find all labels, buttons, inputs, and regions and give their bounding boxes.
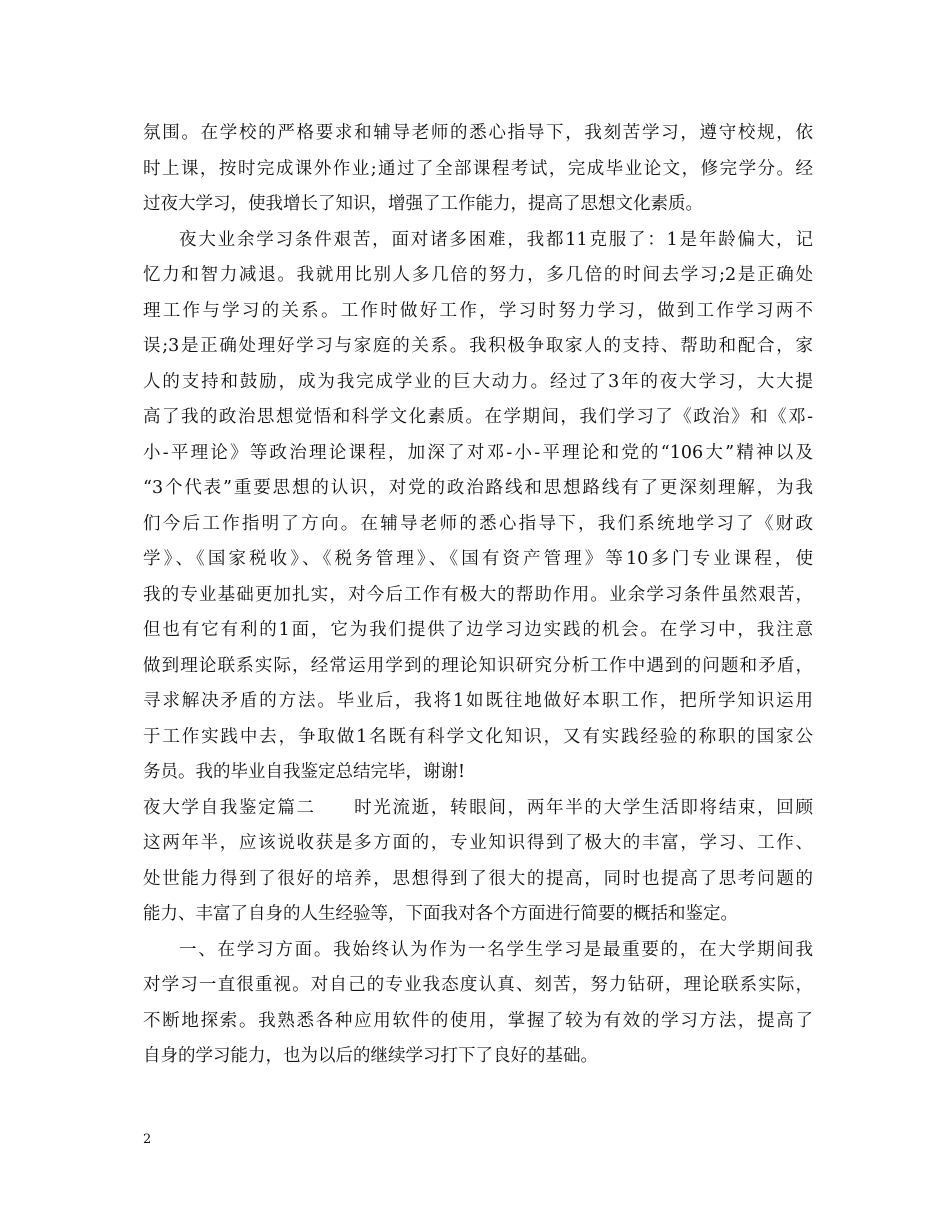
text-line: 这两年半，应该说收获是多方面的，专业知识得到了极大的丰富，学习、工作、 xyxy=(143,833,813,853)
text-line: 夜大业余学习条件艰苦，面对诸多困难，我都11克服了：1是年龄偏大，记 xyxy=(179,229,813,250)
text-line: 不断地探索。我熟悉各种应用软件的使用，掌握了较为有效的学习方法，提高了 xyxy=(143,1010,813,1031)
text-line: 们今后工作指明了方向。在辅导老师的悉心指导下，我们系统地学习了《财政 xyxy=(143,513,813,534)
page-number: 2 xyxy=(143,1132,152,1147)
text-line: 处世能力得到了很好的培养，思想得到了很大的提高，同时也提高了思考问题的 xyxy=(143,868,813,889)
text-line: 对学习一直很重视。对自己的专业我态度认真、刻苦，努力钻研，理论联系实际， xyxy=(143,975,813,995)
text-line: 夜大学自我鉴定篇二 时光流逝，转眼间，两年半的大学生活即将结束，回顾 xyxy=(143,797,813,818)
text-line: 人的支持和鼓励，成为我完成学业的巨大动力。经过了3年的夜大学习，大大提 xyxy=(143,371,813,392)
text-line: 但也有它有利的1面，它为我们提供了边学习边实践的机会。在学习中，我注意 xyxy=(143,620,813,640)
text-line: 做到理论联系实际，经常运用学到的理论知识研究分析工作中遇到的问题和矛盾， xyxy=(143,655,813,676)
text-line: 自身的学习能力，也为以后的继续学习打下了良好的基础。 xyxy=(143,1046,598,1066)
text-line: 忆力和智力减退。我就用比别人多几倍的努力，多几倍的时间去学习;2是正确处 xyxy=(143,265,813,285)
text-line: 一、在学习方面。我始终认为作为一名学生学习是最重要的，在大学期间我 xyxy=(179,939,813,960)
text-line: 学》、《国家税收》、《税务管理》、《国有资产管理》等10多门专业课程，使 xyxy=(143,549,813,569)
text-line: 我的专业基础更加扎实，对今后工作有极大的帮助作用。业余学习条件虽然艰苦， xyxy=(143,584,813,605)
text-line: 高了我的政治思想觉悟和科学文化素质。在学期间，我们学习了《政治》和《邓- xyxy=(143,407,813,427)
text-line: 过夜大学习，使我增长了知识，增强了工作能力，提高了思想文化素质。 xyxy=(143,194,703,214)
text-line: 寻求解决矛盾的方法。毕业后，我将1如既往地做好本职工作，把所学知识运用 xyxy=(143,691,813,711)
document-body xyxy=(143,116,813,1075)
text-line: “3个代表”重要思想的认识，对党的政治路线和思想路线有了更深刻理解，为我 xyxy=(143,478,813,498)
text-line: 于工作实践中去，争取做1名既有科学文化知识，又有实践经验的称职的国家公 xyxy=(143,726,813,747)
text-line: 氛围。在学校的严格要求和辅导老师的悉心指导下，我刻苦学习，遵守校规，依 xyxy=(143,123,813,143)
text-line: 理工作与学习的关系。工作时做好工作，学习时努力学习，做到工作学习两不 xyxy=(143,300,813,321)
text-line: 误;3是正确处理好学习与家庭的关系。我积极争取家人的支持、帮助和配合，家 xyxy=(143,336,813,356)
text-line: 小-平理论》等政治理论课程，加深了对邓-小-平理论和党的“106大”精神以及 xyxy=(143,442,813,463)
text-line: 时上课，按时完成课外作业;通过了全部课程考试，完成毕业论文，修完学分。经 xyxy=(143,158,813,179)
text-line: 务员。我的毕业自我鉴定总结完毕，谢谢! xyxy=(143,762,466,782)
text-line: 能力、丰富了自身的人生经验等，下面我对各个方面进行简要的概括和鉴定。 xyxy=(143,904,738,924)
